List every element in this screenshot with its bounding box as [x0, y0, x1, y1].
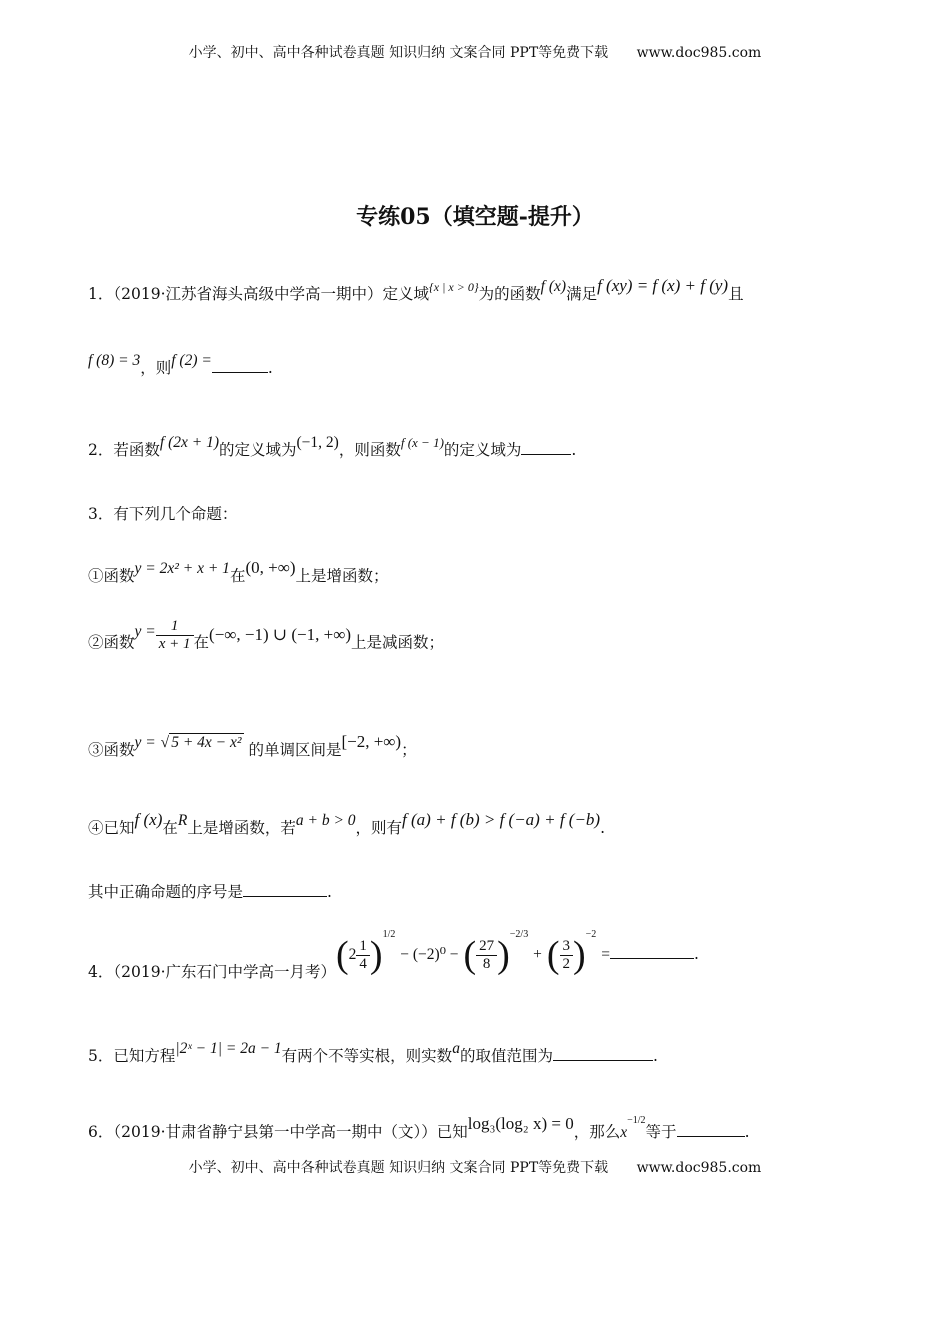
q2-f2: f (x − 1) [400, 435, 444, 450]
answer-blank-6[interactable] [677, 1124, 745, 1137]
proposition-3: ③函数y = √ 5 + 4x − x² 的单调区间是[−2, +∞)； [88, 732, 417, 759]
proposition-2: ②函数y = $\frac{1}{x + 1}$ 在(−∞, −1) ∪ (−1, +∞)上是减函数； [88, 618, 445, 652]
footer-url[interactable]: www.doc985.com [636, 1160, 762, 1176]
question-4: 4．（2019·广东石门中学高一月考）(2 $\frac{1}{4}$ )$^{1/2}$ − (−2)⁰ − ( $\frac{27}{8}$ )$^{-2/3}$ + ( $\frac{3}{2}$ )$^{-2}$ = . [88, 928, 699, 981]
question-2: 2．若函数f (2x + 1)的定义域为(−1, 2)，则函数$^{f (x - 1)}$的定义域为 . [88, 434, 577, 459]
q2-f1: f (2x + 1) [159, 434, 219, 451]
answer-blank-4[interactable] [610, 946, 694, 959]
q1-domain: {x | x > 0} [429, 280, 479, 294]
q1-fx: f (x) [540, 278, 567, 295]
answer-blank-3[interactable] [243, 884, 327, 897]
q1-equation: f (xy) = f (x) + f (y) [597, 276, 729, 295]
question-1-line-2: f (8) = 3，则f (2) = . [88, 352, 273, 377]
header-text: 小学、初中、高中各种试卷真题 知识归纳 文案合同 PPT等免费下载 [188, 45, 609, 61]
question-5: 5．已知方程|2ˣ − 1| = 2a − 1有两个不等实根，则实数a的取值范围为 . [88, 1040, 658, 1065]
proposition-1: ①函数y = 2x² + x + 1在(0, +∞)上是增函数； [88, 558, 389, 585]
q5-equation: |2ˣ − 1| = 2a − 1 [175, 1040, 282, 1057]
q2-d1: (−1, 2) [296, 434, 339, 451]
page-footer [0, 1157, 950, 1177]
header-url[interactable]: www.doc985.com [636, 45, 762, 61]
footer-text: 小学、初中、高中各种试卷真题 知识归纳 文案合同 PPT等免费下载 [188, 1160, 609, 1176]
question-1-line-1: 1．（2019·江苏省海头高级中学高一期中）定义域$^{\{x | x > 0\}}$为的函数f (x)满足f (xy) = f (x) + f (y)且 [88, 276, 744, 303]
page-header [0, 42, 950, 62]
proposition-4: ④已知f (x)在R上是增函数，若a + b > 0，则有f (a) + f (b) > f (−a) + f (−b). [88, 810, 606, 837]
q1-ask: f (2) = [171, 352, 212, 369]
question-3-ask: 其中正确命题的序号是 . [88, 883, 332, 901]
q1-condition: f (8) = 3 [88, 352, 141, 369]
q6-equation: log₃(log₂ x) = 0 [467, 1114, 574, 1133]
answer-blank-5[interactable] [553, 1048, 653, 1061]
question-6: 6．（2019·甘肃省静宁县第一中学高一期中（文））已知log₃(log₂ x) = 0，那么$x^{-1/2}$等于 . [88, 1114, 750, 1141]
page-title: 专练05（填空题-提升） [356, 204, 594, 230]
answer-blank-1[interactable] [212, 360, 268, 373]
answer-blank-2[interactable] [521, 442, 571, 455]
question-3-intro: 3．有下列几个命题： [88, 505, 238, 523]
